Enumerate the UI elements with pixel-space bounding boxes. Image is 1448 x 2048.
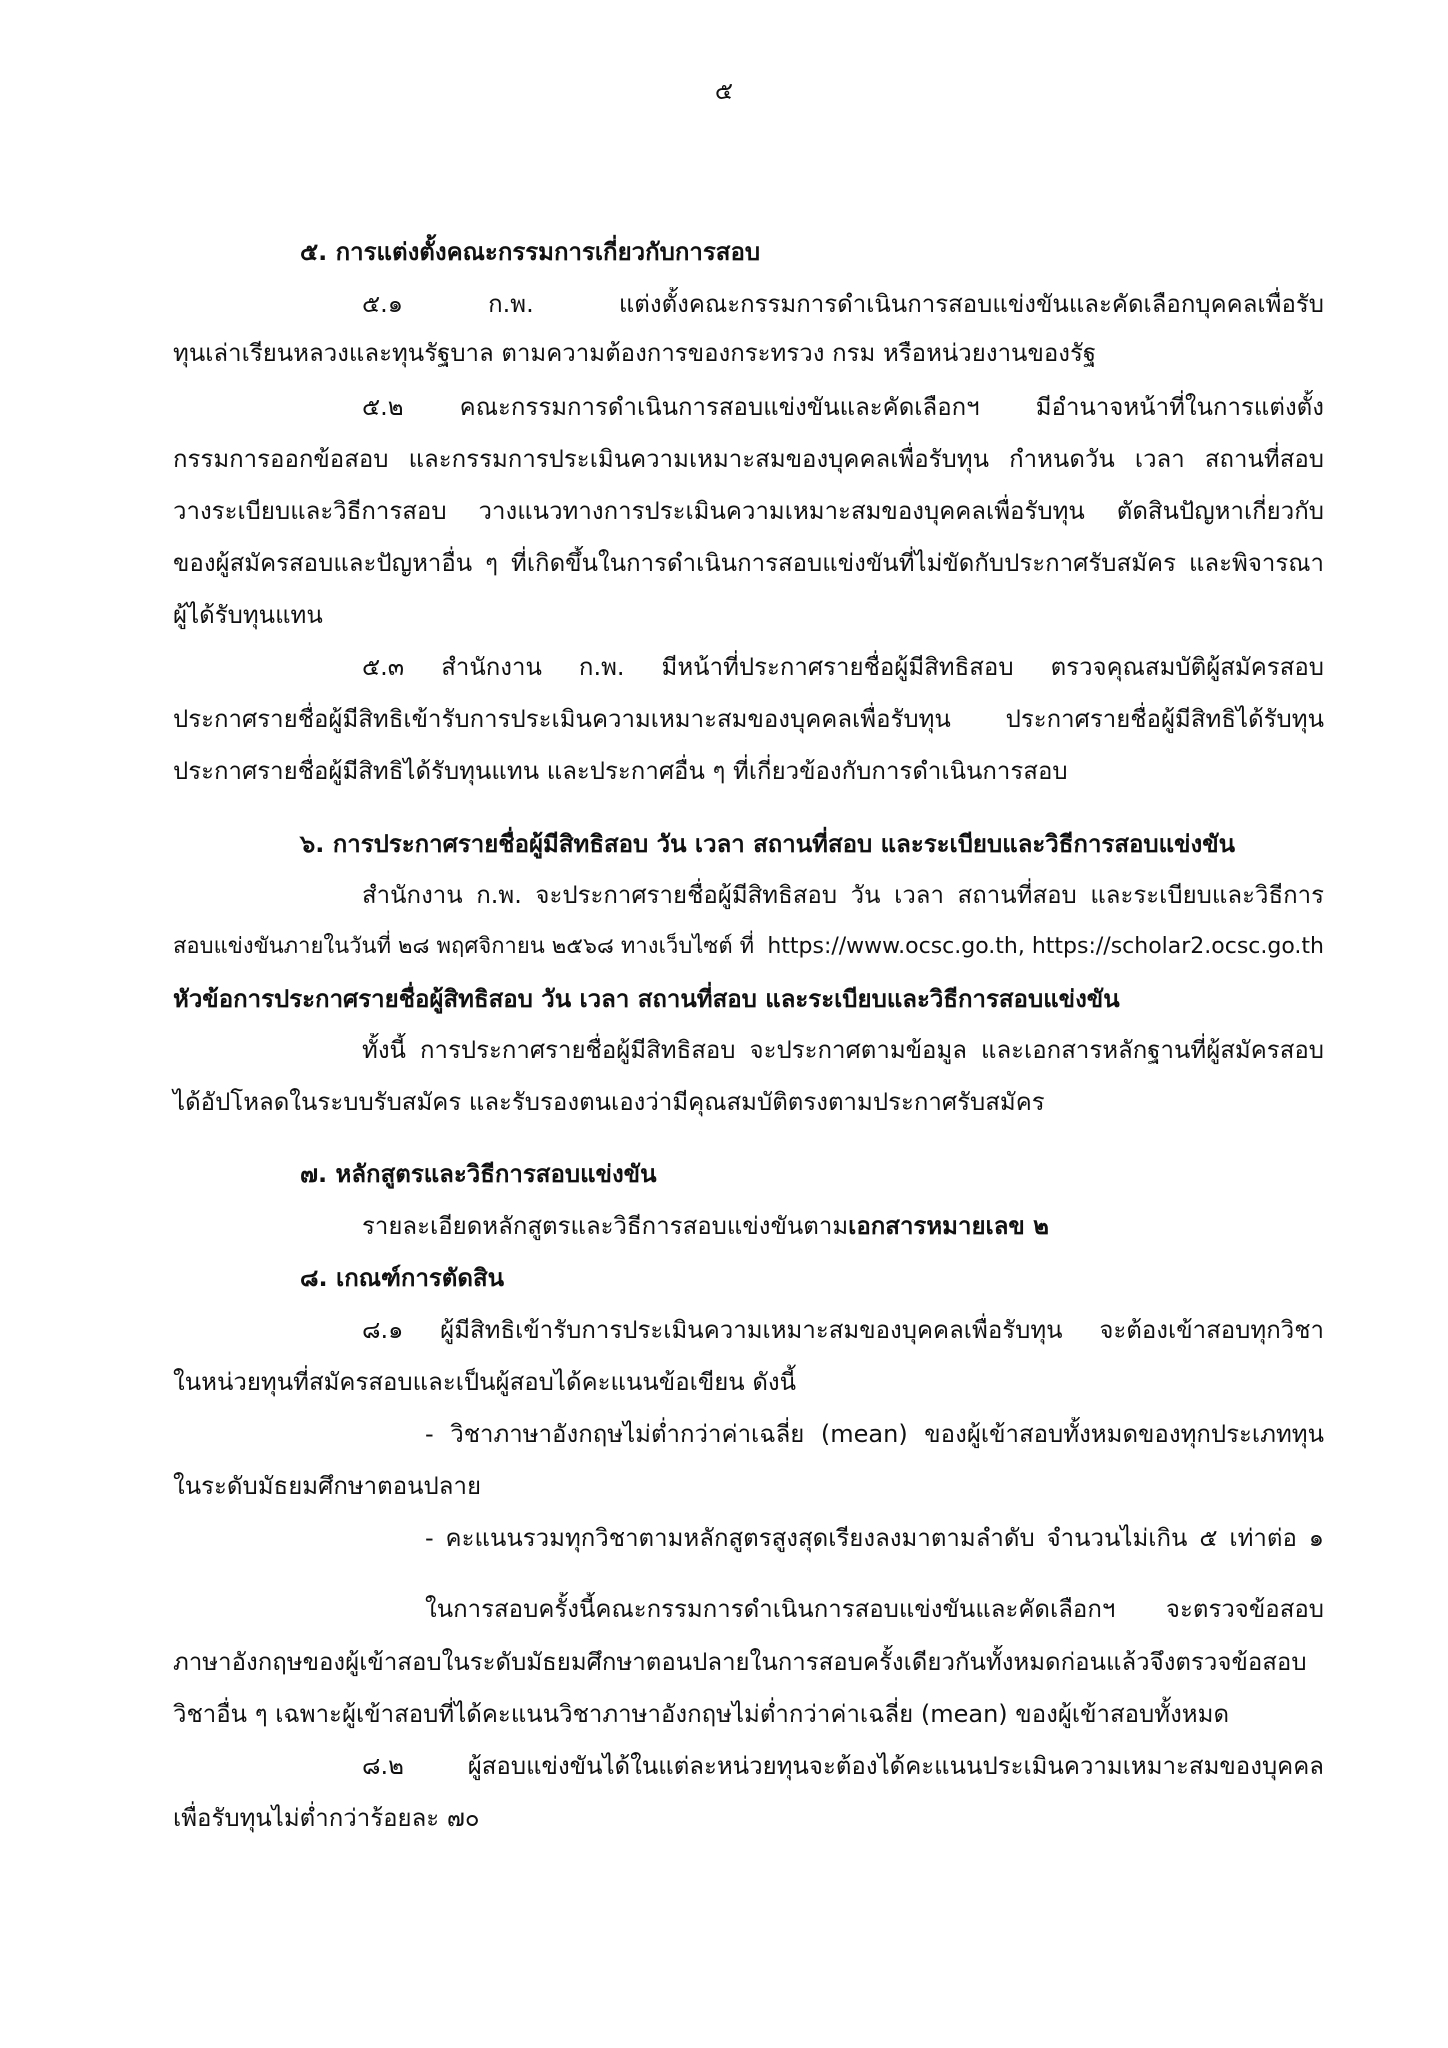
s5-p1-line1: ๕.๑ ก.พ. แต่งตั้งคณะกรรมการดำเนินการสอบแข่งขันและคัดเลือกบุคคลเพื่อรับ [362,290,1324,318]
s8-p2-line3: วิชาอื่น ๆ เฉพาะผู้เข้าสอบที่ได้คะแนนวิชาภาษาอังกฤษไม่ต่ำกว่าค่าเฉลี่ย (mean) ของผู้เข้าสอบทั้งหมด [173,1700,1230,1728]
section-8-heading: ๘. เกณฑ์การตัดสิน [300,1264,505,1292]
s6-p1-line3: หัวข้อการประกาศรายชื่อผู้สิทธิสอบ วัน เวลา สถานที่สอบ และระเบียบและวิธีการสอบแข่งขัน [173,985,1120,1013]
s7-document-ref: เอกสารหมายเลข ๒ [848,1212,1049,1240]
website-links[interactable]: https://www.ocsc.go.th, https://scholar2.ocsc.go.th [767,934,1324,959]
s5-p2-line5: ผู้ได้รับทุนแทน [173,601,323,629]
s6-p1-line1: สำนักงาน ก.พ. จะประกาศรายชื่อผู้มีสิทธิสอบ วัน เวลา สถานที่สอบ และระเบียบและวิธีการ [362,881,1324,909]
s5-p2-line1: ๕.๒ คณะกรรมการดำเนินการสอบแข่งขันและคัดเลือกฯ มีอำนาจหน้าที่ในการแต่งตั้ง [362,393,1324,421]
section-5-heading: ๕. การแต่งตั้งคณะกรรมการเกี่ยวกับการสอบ [300,238,761,266]
s5-p2-line2: กรรมการออกข้อสอบ และกรรมการประเมินความเหมาะสมของบุคคลเพื่อรับทุน กำหนดวัน เวลา สถานที่สอบ [173,445,1324,473]
s5-p2-line3: วางระเบียบและวิธีการสอบ วางแนวทางการประเมินความเหมาะสมของบุคคลเพื่อรับทุน ตัดสินปัญหาเกี่ยวกับ [173,497,1324,525]
s8-bullet2-line1: - คะแนนรวมทุกวิชาตามหลักสูตรสูงสุดเรียงลงมาตามลำดับ จำนวนไม่เกิน ๕ เท่าต่อ ๑ [425,1524,1324,1552]
s8-p1-line2: ในหน่วยทุนที่สมัครสอบและเป็นผู้สอบได้คะแนนข้อเขียน ดังนี้ [173,1368,797,1396]
s8-p2-line2: ภาษาอังกฤษของผู้เข้าสอบในระดับมัธยมศึกษาตอนปลายในการสอบครั้งเดียวกันทั้งหมดก่อนแล้วจึงตรวจข้อสอบ [173,1648,1307,1676]
s5-p1-line2: ทุนเล่าเรียนหลวงและทุนรัฐบาล ตามความต้องการของกระทรวง กรม หรือหน่วยงานของรัฐ [173,339,1097,367]
section-7-heading: ๗. หลักสูตรและวิธีการสอบแข่งขัน [300,1160,657,1188]
s8-p1-line1: ๘.๑ ผู้มีสิทธิเข้ารับการประเมินความเหมาะสมของบุคคลเพื่อรับทุน จะต้องเข้าสอบทุกวิชา [362,1316,1324,1344]
s5-p2-line4: ของผู้สมัครสอบและปัญหาอื่น ๆ ที่เกิดขึ้นในการดำเนินการสอบแข่งขันที่ไม่ขัดกับประกาศรับสมัคร และพิจารณา [173,549,1324,577]
s6-p1-line2-text: สอบแข่งขันภายในวันที่ ๒๘ พฤศจิกายน ๒๕๖๘ ทางเว็บไซต์ ที่ [173,934,755,959]
s8-p3-line2: เพื่อรับทุนไม่ต่ำกว่าร้อยละ ๗๐ [173,1804,480,1832]
s8-bullet1-line2: ในระดับมัธยมศึกษาตอนปลาย [173,1472,482,1500]
s5-p3-line1: ๕.๓ สำนักงาน ก.พ. มีหน้าที่ประกาศรายชื่อผู้มีสิทธิสอบ ตรวจคุณสมบัติผู้สมัครสอบ [362,653,1324,681]
s7-line-text: รายละเอียดหลักสูตรและวิธีการสอบแข่งขันตาม [362,1212,849,1240]
s6-p2-line2: ได้อัปโหลดในระบบรับสมัคร และรับรองตนเองว่ามีคุณสมบัติตรงตามประกาศรับสมัคร [173,1088,1045,1116]
s8-bullet1-line1: - วิชาภาษาอังกฤษไม่ต่ำกว่าค่าเฉลี่ย (mean) ของผู้เข้าสอบทั้งหมดของทุกประเภททุน [425,1420,1324,1448]
section-6-heading: ๖. การประกาศรายชื่อผู้มีสิทธิสอบ วัน เวลา สถานที่สอบ และระเบียบและวิธีการสอบแข่งขัน [300,830,1236,858]
s6-p2-line1: ทั้งนี้ การประกาศรายชื่อผู้มีสิทธิสอบ จะประกาศตามข้อมูล และเอกสารหลักฐานที่ผู้สมัครสอบ [362,1036,1324,1064]
s7-line [362,1209,1049,1243]
page-number: ๕ [714,77,734,105]
s8-p2-line1: ในการสอบครั้งนี้คณะกรรมการดำเนินการสอบแข่งขันและคัดเลือกฯ จะตรวจข้อสอบ [425,1595,1324,1623]
s5-p3-line2: ประกาศรายชื่อผู้มีสิทธิเข้ารับการประเมินความเหมาะสมของบุคคลเพื่อรับทุน ประกาศรายชื่อผู้มีสิทธิได้รับทุน [173,705,1324,733]
s8-p3-line1: ๘.๒ ผู้สอบแข่งขันได้ในแต่ละหน่วยทุนจะต้องได้คะแนนประเมินความเหมาะสมของบุคคล [362,1752,1324,1780]
s5-p3-line3: ประกาศรายชื่อผู้มีสิทธิได้รับทุนแทน และประกาศอื่น ๆ ที่เกี่ยวข้องกับการดำเนินการสอบ [173,757,1068,785]
s6-p1-line2 [173,930,1324,964]
